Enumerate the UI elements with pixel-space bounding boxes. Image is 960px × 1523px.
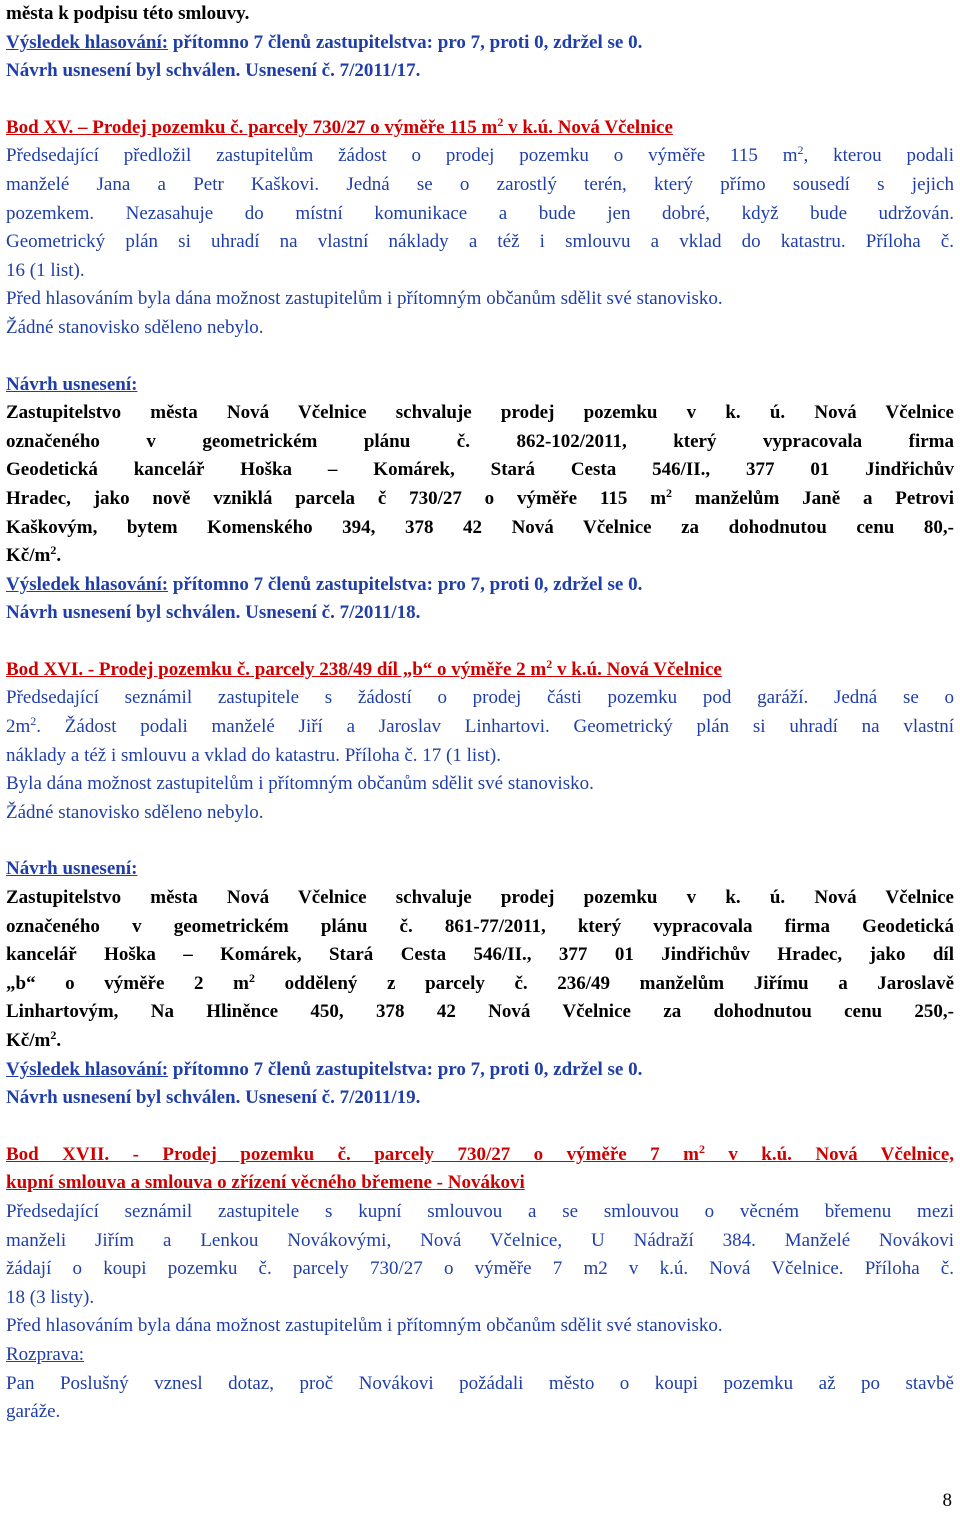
paragraph-line: $2m^2$. Žádost podali manželé Jiří a Jaroslav Linhartovi. Geometrický plán si uhradí na vlastní — [6, 714, 954, 738]
paragraph-line: Žádné stanovisko sděleno nebylo. — [6, 801, 264, 823]
paragraph-line: Geometrický plán si uhradí na vlastní náklady a též i smlouvu a vklad do katastru. Příloha č. — [6, 231, 954, 253]
paragraph-line: Před hlasováním byla dána možnost zastupitelům i přítomným občanům sdělit své stanovisko. — [6, 288, 723, 310]
paragraph-line: manželi Jiřím a Lenkou Novákovými, Nová Včelnice, U Nádraží 384. Manželé Novákovi — [6, 1229, 954, 1251]
approval-line: Návrh usnesení byl schválen. Usnesení č. 7/2011/17. — [6, 60, 421, 82]
resolution-line: Linhartovým, Na Hliněnce 450, 378 42 Nová Včelnice za dohodnutou cenu 250,- — [6, 1001, 954, 1023]
resolution-line: $Kč/m^2$. — [6, 543, 62, 567]
section-heading: Bod XVI. - Prodej pozemku č. parcely 238/49 díl „b“ o výměře 2 $m^2$ v k.ú. Nová Včelnice — [6, 656, 722, 680]
resolution-line: označeného v geometrickém plánu č. 862-102/2011, který vypracovala firma — [6, 430, 954, 452]
paragraph-line: manželé Jana a Petr Kaškovi. Jedná se o zarostlý terén, který přímo sousedí s jejich — [6, 173, 954, 195]
vote-result-line: Výsledek hlasování: přítomno 7 členů zastupitelstva: pro 7, proti 0, zdržel se 0. — [6, 31, 643, 53]
paragraph-line: 16 (1 list). — [6, 259, 85, 281]
resolution-line: označeného v geometrickém plánu č. 861-77/2011, který vypracovala firma Geodetická — [6, 915, 954, 937]
paragraph-line: Předsedající předložil zastupitelům žádost o prodej pozemku o výměře 115 $m^2$, kterou podali — [6, 143, 954, 167]
resolution-label: Návrh usnesení: — [6, 373, 138, 395]
paragraph-line: Pan Poslušný vznesl dotaz, proč Novákovi požádali město o koupi pozemku až po stavbě — [6, 1372, 954, 1394]
resolution-line: Kaškovým, bytem Komenského 394, 378 42 Nová Včelnice za dohodnutou cenu 80,- — [6, 516, 954, 538]
paragraph-line: garáže. — [6, 1401, 61, 1423]
resolution-label: Návrh usnesení: — [6, 858, 138, 880]
section-heading: Bod XV. – Prodej pozemku č. parcely 730/27 o výměře 115 $m^2$ v k.ú. Nová Včelnice — [6, 114, 673, 138]
section-heading: Bod XVII. - Prodej pozemku č. parcely 730/27 o výměře 7 $m^2$ v k.ú. Nová Včelnice, — [6, 1141, 955, 1165]
approval-line: Návrh usnesení byl schválen. Usnesení č. 7/2011/18. — [6, 602, 421, 624]
paragraph-line: náklady a též i smlouvu a vklad do katastru. Příloha č. 17 (1 list). — [6, 744, 501, 766]
page-number: 8 — [942, 1490, 952, 1511]
section-bod-xv — [6, 114, 954, 628]
resolution-line: kancelář Hoška – Komárek, Stará Cesta 546/II., 377 01 Jindřichův Hradec, jako díl — [6, 944, 954, 966]
intro-block — [6, 0, 954, 86]
discussion-label: Rozprava: — [6, 1343, 85, 1365]
vote-label: Výsledek hlasování: — [6, 31, 169, 53]
paragraph-line: pozemkem. Nezasahuje do místní komunikace a bude jen dobré, když bude udržován. — [6, 202, 954, 224]
resolution-line: Hradec, jako nově vzniklá parcela č 730/27 o výměře 115 $m^2$ manželům Janě a Petrovi — [6, 485, 954, 509]
vote-result-line: Výsledek hlasování: přítomno 7 členů zastupitelstva: pro 7, proti 0, zdržel se 0. — [6, 1058, 643, 1080]
resolution-line: „b“ o výměře 2 $m^2$ oddělený z parcely č. 236/49 manželům Jiřímu a Jaroslavě — [6, 970, 954, 994]
resolution-line: Zastupitelstvo města Nová Včelnice schvaluje prodej pozemku v k. ú. Nová Včelnice — [6, 402, 954, 424]
resolution-line: Zastupitelstvo města Nová Včelnice schvaluje prodej pozemku v k. ú. Nová Včelnice — [6, 887, 954, 909]
paragraph-line: Byla dána možnost zastupitelům i přítomným občanům sdělit své stanovisko. — [6, 773, 594, 795]
paragraph-line: 18 (3 listy). — [6, 1286, 95, 1308]
section-bod-xvi — [6, 656, 954, 1113]
resolution-line: Geodetická kancelář Hoška – Komárek, Stará Cesta 546/II., 377 01 Jindřichův — [6, 459, 954, 481]
section-subheading: kupní smlouva a smlouva o zřízení věcného břemene - Novákovi — [6, 1172, 525, 1194]
paragraph-line: Předsedající seznámil zastupitele s kupní smlouvou a se smlouvou o věcném břemenu mezi — [6, 1200, 954, 1222]
paragraph-line: žádají o koupi pozemku č. parcely 730/27 o výměře 7 m2 v k.ú. Nová Včelnice. Příloha č. — [6, 1258, 954, 1280]
paragraph-line: Předsedající seznámil zastupitele s žádostí o prodej části pozemku pod garáží. Jedná se o — [6, 687, 954, 709]
approval-line: Návrh usnesení byl schválen. Usnesení č. 7/2011/19. — [6, 1087, 421, 1109]
text-line: města k podpisu této smlouvy. — [6, 3, 250, 24]
paragraph-line: Žádné stanovisko sděleno nebylo. — [6, 316, 264, 338]
section-bod-xvii — [6, 1141, 954, 1427]
resolution-line: $Kč/m^2$. — [6, 1028, 62, 1051]
paragraph-line: Před hlasováním byla dána možnost zastupitelům i přítomným občanům sdělit své stanovisko. — [6, 1315, 723, 1337]
document-page — [6, 0, 954, 1427]
vote-result-line: Výsledek hlasování: přítomno 7 členů zastupitelstva: pro 7, proti 0, zdržel se 0. — [6, 573, 643, 595]
